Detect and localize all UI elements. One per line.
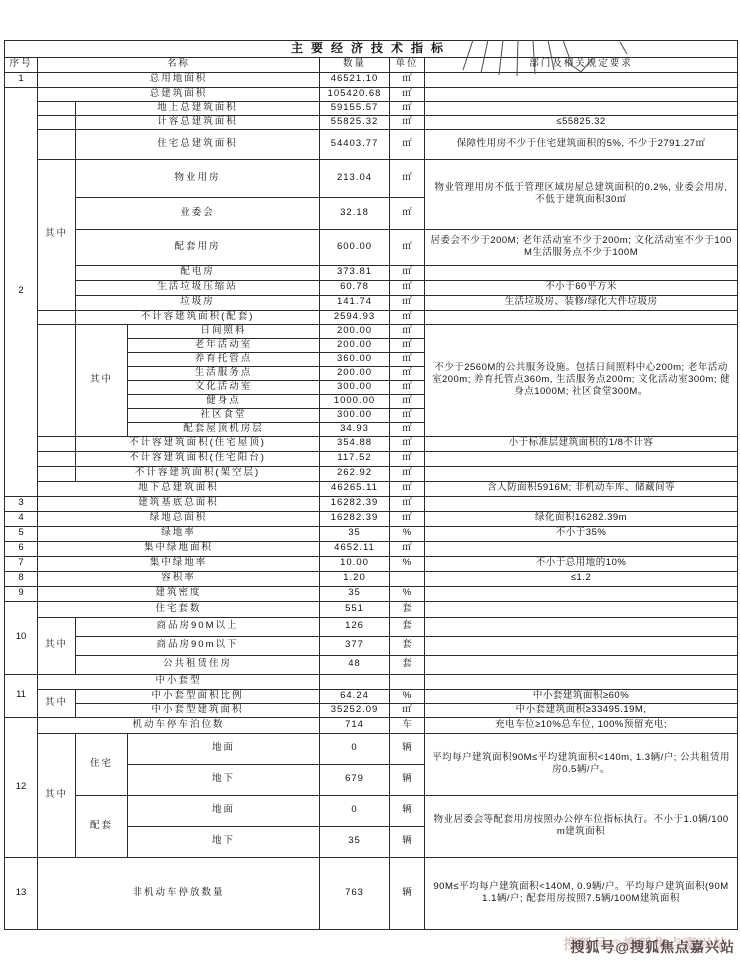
cell-qty: 64.24 [320,689,390,703]
cell-unit: ㎡ [390,451,425,466]
cell-unit: ㎡ [390,72,425,87]
cell-name: 地下总建筑面积 [38,481,320,496]
table-row [5,857,738,929]
cell-unit: ㎡ [390,436,425,451]
cell-unit: 套 [390,601,425,617]
cell-qty: 2594.93 [320,310,390,324]
cell-name: 地上总建筑面积 [76,101,320,115]
cell-req [425,601,738,617]
table-row [5,795,738,826]
cell-qty: 16282.39 [320,496,390,511]
cell-unit: ㎡ [390,87,425,101]
cell-unit: ㎡ [390,310,425,324]
cell-unit: ㎡ [390,295,425,310]
col-header-qty: 数量 [320,57,390,72]
cell-name: 容积率 [38,571,320,586]
cell-no: 11 [5,674,38,717]
cell-qty: 35252.09 [320,703,390,717]
cell-name: 中小套型 [38,674,320,689]
cell-qty: 213.04 [320,159,390,197]
cell-req: 含人防面积5916M; 非机动车库、储藏间等 [425,481,738,496]
cell-req [425,586,738,601]
cell-qty: 34.93 [320,422,390,436]
cell-empty [38,129,76,159]
page-title: 主要经济技术指标 [5,41,738,58]
cell-req [425,674,738,689]
table-row [5,280,738,295]
cell-no: 5 [5,526,38,541]
cell-empty [38,436,76,451]
table-row [5,586,738,601]
col-header-no: 序号 [5,57,38,72]
cell-req [425,265,738,280]
cell-no: 2 [5,87,38,496]
cell-unit: % [390,526,425,541]
cell-unit: ㎡ [390,352,425,366]
cell-no: 12 [5,717,38,857]
cell-qty: 714 [320,717,390,733]
cell-qty: 35 [320,526,390,541]
table-row [5,526,738,541]
cell-req: 中小套建筑面积≥60% [425,689,738,703]
cell-unit: % [390,689,425,703]
cell-name: 绿地总面积 [38,511,320,526]
cell-req [425,101,738,115]
cell-qty: 262.92 [320,466,390,481]
table-row [5,295,738,310]
cell-unit: ㎡ [390,481,425,496]
cell-category-label: 配套 [76,795,128,857]
cell-name: 生活垃圾压缩站 [76,280,320,295]
table-row [5,556,738,571]
cell-req [425,496,738,511]
cell-unit: ㎡ [390,422,425,436]
cell-qty: 35 [320,826,390,857]
cell-req [425,87,738,101]
cell-name: 商品房90m以下 [76,636,320,655]
cell-unit: ㎡ [390,366,425,380]
cell-name: 非机动车停放数量 [38,857,320,929]
table-row [5,636,738,655]
cell-qty: 35 [320,586,390,601]
cell-unit: ㎡ [390,229,425,265]
table-row [5,87,738,101]
cell-qty: 141.74 [320,295,390,310]
table-row [5,496,738,511]
cell-qty: 126 [320,617,390,636]
cell-req: 不小于总用地的10% [425,556,738,571]
cell-unit: ㎡ [390,280,425,295]
col-header-unit: 单位 [390,57,425,72]
cell-req: 生活垃圾房、装修/绿化大件垃圾房 [425,295,738,310]
cell-unit [390,571,425,586]
cell-req: 保障性用房不少于住宅建筑面积的5%, 不少于2791.27㎡ [425,129,738,159]
table-row [5,571,738,586]
cell-unit: ㎡ [390,511,425,526]
table-row [5,159,738,197]
cell-req [425,636,738,655]
cell-empty [38,451,76,466]
cell-unit: ㎡ [390,496,425,511]
cell-name: 健身点 [128,394,320,408]
cell-unit: ㎡ [390,703,425,717]
cell-req: 居委会不少于200M; 老年活动室不少于200m; 文化活动室不少于100M生活服务点不少于100M [425,229,738,265]
cell-qty: 1.20 [320,571,390,586]
cell-name: 集中绿地率 [38,556,320,571]
cell-qty: 46265.11 [320,481,390,496]
cell-name: 住宅套数 [38,601,320,617]
cell-unit: ㎡ [390,380,425,394]
cell-qty: 55825.32 [320,115,390,129]
table-row [5,436,738,451]
cell-qty: 32.18 [320,197,390,229]
cell-unit: ㎡ [390,408,425,422]
cell-name: 机动车停车泊位数 [38,717,320,733]
table-row [5,229,738,265]
cell-unit: 辆 [390,733,425,764]
cell-unit: % [390,586,425,601]
cell-no: 8 [5,571,38,586]
col-header-req: 部门及相关规定要求 [425,57,738,72]
cell-name: 老年活动室 [128,338,320,352]
cell-name: 绿地率 [38,526,320,541]
cell-qty: 59155.57 [320,101,390,115]
cell-req: 物业居委会等配套用房按照办公停车位指标执行。不小于1.0辆/100m建筑面积 [425,795,738,857]
cell-name: 生活服务点 [128,366,320,380]
cell-qty: 4652.11 [320,541,390,556]
cell-req [425,310,738,324]
cell-name: 文化活动室 [128,380,320,394]
cell-unit: 辆 [390,826,425,857]
cell-unit: ㎡ [390,338,425,352]
cell-req [425,466,738,481]
table-row [5,511,738,526]
cell-unit: 套 [390,617,425,636]
cell-empty [38,310,76,324]
page [0,40,740,967]
cell-qty: 200.00 [320,324,390,338]
cell-qty: 105420.68 [320,87,390,101]
cell-req: 不小于60平方米 [425,280,738,295]
cell-empty [38,324,76,436]
cell-req [425,541,738,556]
cell-name: 地下 [128,826,320,857]
cell-req [425,617,738,636]
table-row [5,617,738,636]
cell-unit: ㎡ [390,129,425,159]
table-row [5,466,738,481]
cell-name: 计容总建筑面积 [76,115,320,129]
cell-qty: 360.00 [320,352,390,366]
cell-subgroup-label: 其中 [38,159,76,310]
cell-qty: 354.88 [320,436,390,451]
cell-qty [320,674,390,689]
col-header-name: 名称 [38,57,320,72]
cell-req [425,451,738,466]
cell-req: 不小于35% [425,526,738,541]
cell-req [425,655,738,674]
cell-unit: ㎡ [390,324,425,338]
cell-name: 集中绿地面积 [38,541,320,556]
cell-qty: 300.00 [320,408,390,422]
cell-unit: ㎡ [390,466,425,481]
cell-unit: ㎡ [390,265,425,280]
cell-qty: 1000.00 [320,394,390,408]
cell-name: 公共租赁住房 [76,655,320,674]
cell-unit: ㎡ [390,541,425,556]
cell-unit: 车 [390,717,425,733]
cell-qty: 551 [320,601,390,617]
cell-subgroup-label: 其中 [76,324,128,436]
table-row [5,717,738,733]
cell-name: 住宅总建筑面积 [76,129,320,159]
cell-qty: 373.81 [320,265,390,280]
cell-req: 不少于2560M的公共服务设施。包括日间照料中心200m; 老年活动室200m; 养育托管点360m, 生活服务点200m; 文化活动室300m; 健身点1000M; 社区食堂300M。 [425,324,738,436]
cell-qty: 60.78 [320,280,390,295]
cell-empty [38,115,76,129]
cell-name: 建筑密度 [38,586,320,601]
cell-category-label: 住宅 [76,733,128,795]
cell-req: 小于标准层建筑面积的1/8不计容 [425,436,738,451]
cell-req: 平均每户建筑面积90M≤平均建筑面积<140m, 1.3辆/户; 公共租赁用房0.5辆/户。 [425,733,738,795]
cell-qty: 200.00 [320,338,390,352]
table-row [5,674,738,689]
cell-name: 不计容建筑面积(配套) [76,310,320,324]
cell-unit: 辆 [390,764,425,795]
cell-unit: ㎡ [390,115,425,129]
cell-unit: % [390,556,425,571]
table-row [5,733,738,764]
cell-qty: 10.00 [320,556,390,571]
cell-no: 10 [5,601,38,674]
cell-name: 不计容建筑面积(住宅屋顶) [76,436,320,451]
cell-qty: 16282.39 [320,511,390,526]
cell-req: 物业管理用房不低于管理区域房屋总建筑面积的0.2%, 业委会用房, 不低于建筑面积30㎡ [425,159,738,229]
cell-no: 6 [5,541,38,556]
table-row [5,481,738,496]
cell-req: ≤55825.32 [425,115,738,129]
cell-unit: ㎡ [390,197,425,229]
cell-name: 商品房90M以上 [76,617,320,636]
cell-unit: 辆 [390,857,425,929]
cell-req: ≤1.2 [425,571,738,586]
cell-no: 1 [5,72,38,87]
table-row [5,451,738,466]
cell-unit: ㎡ [390,101,425,115]
cell-no: 3 [5,496,38,511]
cell-unit: 辆 [390,795,425,826]
cell-name: 中小套型建筑面积 [76,703,320,717]
cell-unit: 套 [390,636,425,655]
cell-req: 绿化面积16282.39m [425,511,738,526]
table-row [5,324,738,338]
cell-qty: 300.00 [320,380,390,394]
cell-name: 地面 [128,795,320,826]
table-row [5,115,738,129]
cell-qty: 48 [320,655,390,674]
cell-no: 4 [5,511,38,526]
cell-name: 物业用房 [76,159,320,197]
indicators-table [4,40,738,930]
cell-qty: 679 [320,764,390,795]
table-row [5,541,738,556]
cell-subgroup-label: 其中 [38,689,76,717]
cell-req: 90M≤平均每户建筑面积<140M, 0.9辆/户。平均每户建筑面积(90M 1.1辆/户; 配套用房按照7.5辆/100M建筑面积 [425,857,738,929]
cell-name: 垃圾房 [76,295,320,310]
table-row [5,129,738,159]
cell-name: 不计容建筑面积(架空层) [76,466,320,481]
cell-name: 中小套型面积比例 [76,689,320,703]
cell-name: 建筑基底总面积 [38,496,320,511]
cell-req: 中小套建筑面积≥33495.19M, [425,703,738,717]
cell-qty: 763 [320,857,390,929]
cell-subgroup-label: 其中 [38,733,76,857]
cell-name: 配套屋顶机房层 [128,422,320,436]
table-row [5,101,738,115]
table-row [5,655,738,674]
table-row [5,703,738,717]
table-row [5,310,738,324]
cell-name: 地面 [128,733,320,764]
cell-name: 业委会 [76,197,320,229]
cell-name: 不计容建筑面积(住宅阳台) [76,451,320,466]
cell-unit: ㎡ [390,159,425,197]
cell-name: 配套用房 [76,229,320,265]
cell-qty: 54403.77 [320,129,390,159]
cell-name: 总建筑面积 [38,87,320,101]
cell-qty: 0 [320,733,390,764]
table-row [5,689,738,703]
cell-empty [38,466,76,481]
cell-no: 9 [5,586,38,601]
cell-name: 总用地面积 [38,72,320,87]
cell-no: 7 [5,556,38,571]
table-row [5,265,738,280]
cell-qty: 117.52 [320,451,390,466]
cell-qty: 377 [320,636,390,655]
cell-name: 地下 [128,764,320,795]
cell-no: 13 [5,857,38,929]
cell-unit: 套 [390,655,425,674]
watermark: 搜狐号@搜狐焦点嘉兴站 [570,939,735,955]
cell-unit [390,674,425,689]
cell-qty: 200.00 [320,366,390,380]
cell-name: 养育托管点 [128,352,320,366]
cell-qty: 600.00 [320,229,390,265]
table-row [5,601,738,617]
cell-subgroup-label: 其中 [38,617,76,674]
cell-empty [38,101,76,115]
drawing-lines-decoration [455,40,635,78]
cell-name: 配电房 [76,265,320,280]
cell-qty: 0 [320,795,390,826]
cell-name: 日间照料 [128,324,320,338]
cell-unit: ㎡ [390,394,425,408]
cell-req: 充电车位≥10%总车位, 100%预留充电; [425,717,738,733]
cell-qty: 46521.10 [320,72,390,87]
cell-name: 社区食堂 [128,408,320,422]
